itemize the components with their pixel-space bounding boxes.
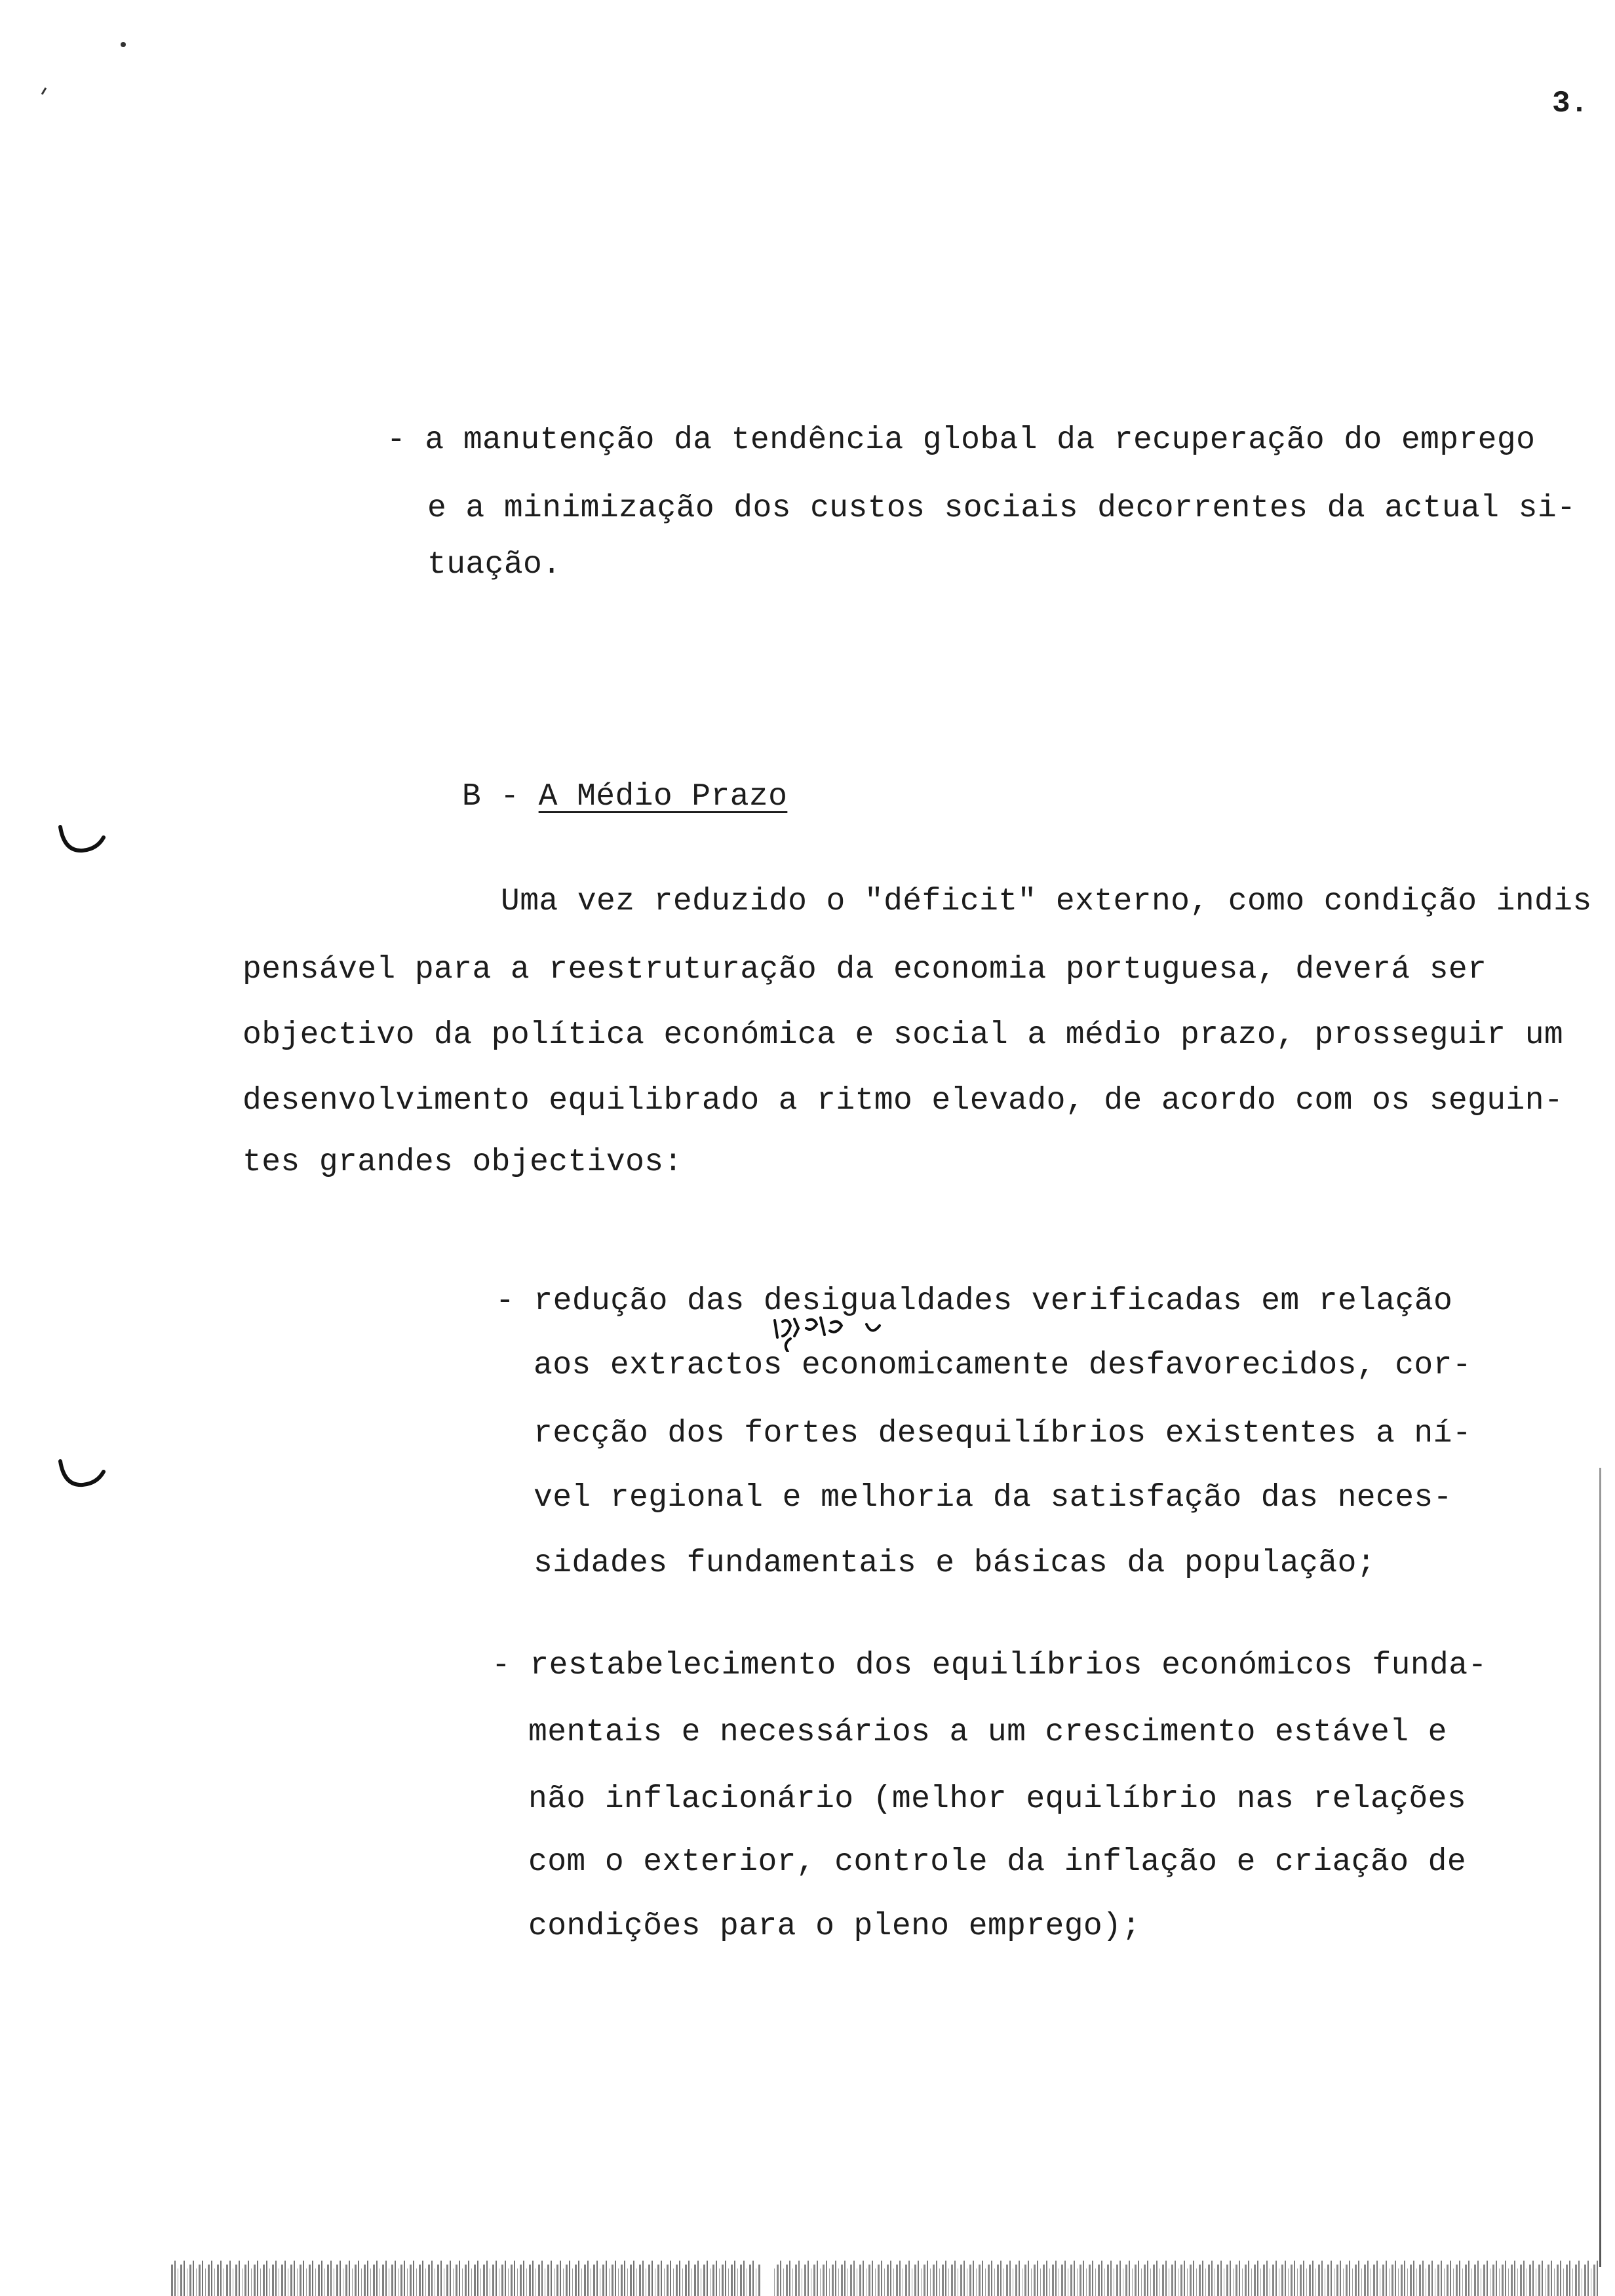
objective1-line1: - redução das desigualdades verificadas em relação — [496, 1284, 1453, 1319]
paragraph-line2: pensável para a reestruturação da economia portuguesa, deverá ser — [243, 952, 1487, 987]
section-b-heading — [385, 750, 787, 844]
paragraph-line4: desenvolvimento equilibrado a ritmo elevado, de acordo com os seguin- — [243, 1083, 1564, 1119]
objective2-line3: não inflacionário (melhor equilíbrio nas relações — [528, 1782, 1467, 1817]
scan-speck-left — [39, 85, 52, 98]
item1-line3: tuação. — [427, 547, 562, 583]
punch-hole-mark-lower — [56, 1455, 109, 1494]
objective2-line1: - restabelecimento dos equilíbrios económicos funda- — [492, 1648, 1487, 1683]
paragraph-line3: objectivo da política económica e social a médio prazo, prosseguir um — [243, 1018, 1564, 1053]
section-b-prefix: B - — [461, 779, 539, 814]
objective1-line3: recção dos fortes desequilíbrios existentes a ní- — [534, 1416, 1472, 1451]
scan-edge-line — [1599, 1468, 1601, 2267]
punch-hole-mark-upper — [56, 820, 109, 860]
objective2-line2: mentais e necessários a um crescimento estável e — [528, 1715, 1447, 1750]
scan-noise-strip — [0, 2254, 1615, 2296]
objective1-line4: vel regional e melhoria da satisfação das neces- — [534, 1480, 1452, 1516]
section-b-title: A Médio Prazo — [538, 779, 788, 814]
objective1-line5: sidades fundamentais e básicas da população; — [534, 1546, 1376, 1581]
scan-speck-top — [118, 39, 131, 52]
item1-line2: e a minimização dos custos sociais decorrentes da actual si- — [427, 491, 1576, 526]
objective2-line4: com o exterior, controle da inflação e criação de — [528, 1845, 1467, 1880]
handwritten-annotation — [768, 1306, 912, 1352]
page-number: 3. — [1552, 86, 1589, 121]
item1-line1: - a manutenção da tendência global da recuperação do emprego — [387, 423, 1536, 458]
objective1-line2: aos extractos economicamente desfavorecidos, cor- — [534, 1348, 1472, 1383]
paragraph-line1: Uma vez reduzido o "déficit" externo, como condição indis — [501, 884, 1592, 919]
paragraph-line5: tes grandes objectivos: — [243, 1145, 683, 1180]
objective2-line5: condições para o pleno emprego); — [528, 1909, 1141, 1944]
